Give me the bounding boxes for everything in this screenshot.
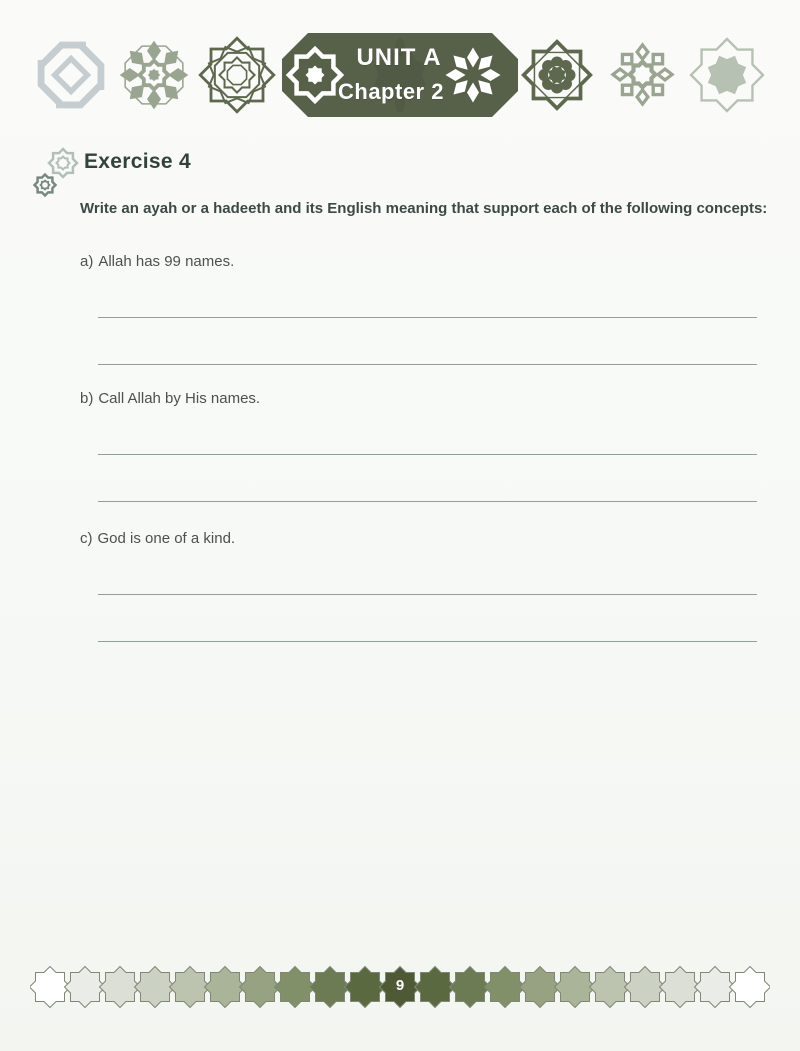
interlaced-ribbon-star-motif	[37, 41, 105, 109]
question-text: Call Allah by His names.	[98, 390, 261, 407]
answer-line	[98, 317, 757, 318]
exercise-instructions: Write an ayah or a hadeeth and its English meaning that support each of the following concepts:	[80, 200, 768, 217]
question-c	[80, 530, 758, 650]
questions	[80, 253, 758, 673]
answer-line	[98, 364, 757, 365]
unit-label: UNIT A	[356, 44, 442, 71]
nested-octagram-outline-motif	[197, 35, 277, 115]
question-label: b)	[80, 390, 94, 407]
page-number: 9	[395, 977, 405, 994]
question-label: c)	[80, 530, 93, 547]
footer-star-band	[30, 964, 770, 1010]
answer-line	[98, 501, 757, 502]
exercise-star-icon	[33, 147, 79, 199]
question-a	[80, 253, 758, 373]
squares-and-diamonds-star-motif	[605, 37, 680, 112]
question-text: God is one of a kind.	[97, 530, 236, 547]
question-text: Allah has 99 names.	[98, 253, 235, 270]
exercise-title: Exercise 4	[84, 150, 191, 173]
answer-line	[98, 454, 757, 455]
rosette-octagram-motif	[520, 38, 594, 112]
header-ornament-band	[30, 25, 770, 120]
question-label: a)	[80, 253, 94, 270]
solid-octagram-motif	[687, 35, 767, 115]
question-b	[80, 390, 758, 510]
diamond-octagram-motif	[115, 36, 193, 114]
answer-line	[98, 641, 757, 642]
chapter-banner	[282, 33, 518, 117]
answer-line	[98, 594, 757, 595]
chapter-label: Chapter 2	[338, 79, 444, 104]
